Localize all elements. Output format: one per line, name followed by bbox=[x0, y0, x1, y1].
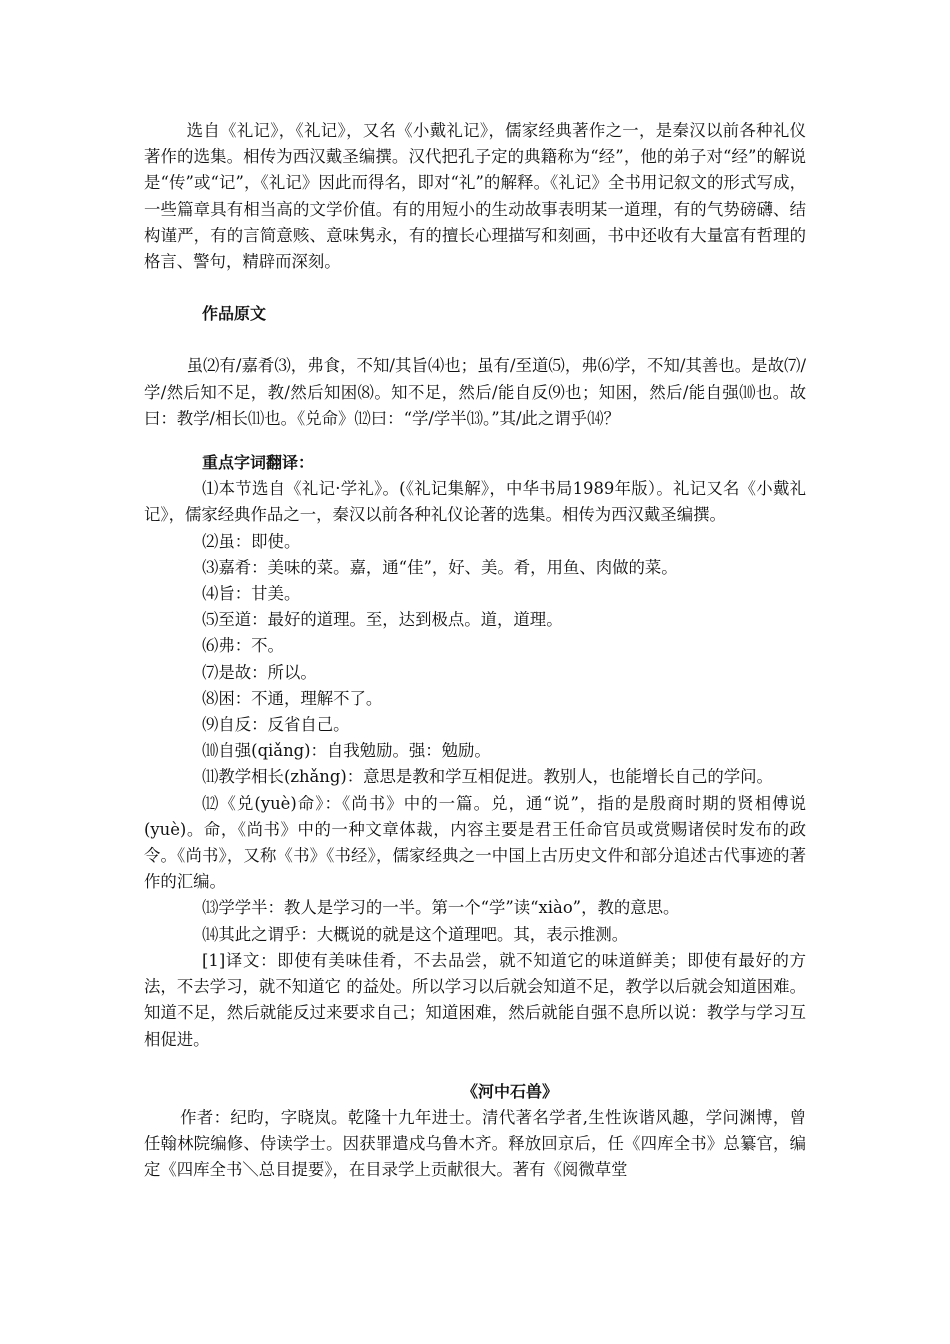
note-item: ⑵虽：即使。 bbox=[202, 531, 301, 551]
note-item: ⑷旨：甘美。 bbox=[202, 584, 301, 604]
note-item: ⒁其此之谓乎：大概说的就是这个道理吧。其，表示推测。 bbox=[202, 924, 629, 944]
note-item: ⑾教学相长(zhǎng)：意思是教和学互相促进。教别人，也能增长自己的学问。 bbox=[202, 767, 773, 787]
notes-list bbox=[144, 476, 806, 948]
note-item: ⒀学学半：教人是学习的一半。第一个“学”读“xiào”，教的意思。 bbox=[202, 898, 680, 918]
note-item: ⑴本节选自《礼记·学礼》。(《礼记集解》，中华书局1989年版）。礼记又名《小戴礼记》，儒家经典作品之一，秦汉以前各种礼仪论著的选集。相传为西汉戴圣编撰。 bbox=[144, 479, 806, 525]
document-page bbox=[144, 118, 806, 1184]
vocab-heading: 重点字词翻译： bbox=[202, 453, 315, 473]
original-text-heading: 作品原文 bbox=[202, 304, 267, 324]
note-item: ⑺是故：所以。 bbox=[202, 662, 317, 682]
author-paragraph: 作者：纪昀，字晓岚。乾隆十九年进士。清代著名学者,生性诙谐风趣，学问渊博，曾任翰林院编修、侍读学士。因获罪遣戍乌鲁木齐。释放回京后，任《四库全书》总纂官，编定《四库全书＼总目提要》，在目录学上贡献很大。著有《阅微草堂 bbox=[144, 1107, 806, 1180]
note-item: ⑸至道：最好的道理。至，达到极点。道，道理。 bbox=[202, 610, 563, 630]
translation-paragraph: [1]译文：即使有美味佳肴，不去品尝，就不知道它的味道鲜美；即使有最好的方法，不去学习，就不知道它 的益处。所以学习以后就会知道不足，教学以后就会知道困难。知道不足，然后就能反过来要求自己；知道困难，然后就能自强不息所以说：教学与学习互相促进。 bbox=[144, 950, 806, 1049]
note-item: ⑿《兑(yuè)命》：《尚书》中的一篇。兑，通“说”，指的是殷商时期的贤相傅说(yuè)。命，《尚书》中的一种文章体裁，内容主要是君王任命官员或赏赐诸侯时发布的政令。《尚书》，又称《书》《书经》，儒家经典之一中国上古历史文件和部分追述古代事迹的著作的汇编。 bbox=[144, 793, 806, 892]
note-item: ⑽自强(qiǎng)：自我勉励。强：勉励。 bbox=[202, 741, 491, 761]
next-section-title: 《河中石兽》 bbox=[461, 1081, 558, 1101]
note-item: ⑶嘉肴：美味的菜。嘉，通“佳”，好、美。肴，用鱼、肉做的菜。 bbox=[202, 557, 678, 577]
intro-paragraph: 选自《礼记》，《礼记》，又名《小戴礼记》，儒家经典著作之一，是秦汉以前各种礼仪著作的选集。相传为西汉戴圣编撰。汉代把孔子定的典籍称为“经”，他的弟子对“经”的解说是“传”或“记”，《礼记》因此而得名，即对“礼”的解释。《礼记》全书用记叙文的形式写成，一些篇章具有相当高的文学价值。有的用短小的生动故事表明某一道理，有的气势磅礴、结构谨严，有的言简意赅、意味隽永，有的擅长心理描写和刻画，书中还收有大量富有哲理的格言、警句，精辟而深刻。 bbox=[144, 121, 806, 272]
note-item: ⑻困：不通，理解不了。 bbox=[202, 688, 383, 708]
note-item: ⑼自反：反省自己。 bbox=[202, 715, 350, 735]
original-text-paragraph: 虽⑵有/嘉肴⑶，弗食，不知/其旨⑷也；虽有/至道⑸，弗⑹学，不知/其善也。是故⑺/学/然后知不足，教/然后知困⑻。知不足，然后/能自反⑼也；知困，然后/能自强⑽也。故曰：教学/相长⑾也。《兑命》⑿曰：“学/学半⒀。”其/此之谓乎⒁？ bbox=[144, 356, 806, 428]
note-item: ⑹弗：不。 bbox=[202, 636, 284, 656]
